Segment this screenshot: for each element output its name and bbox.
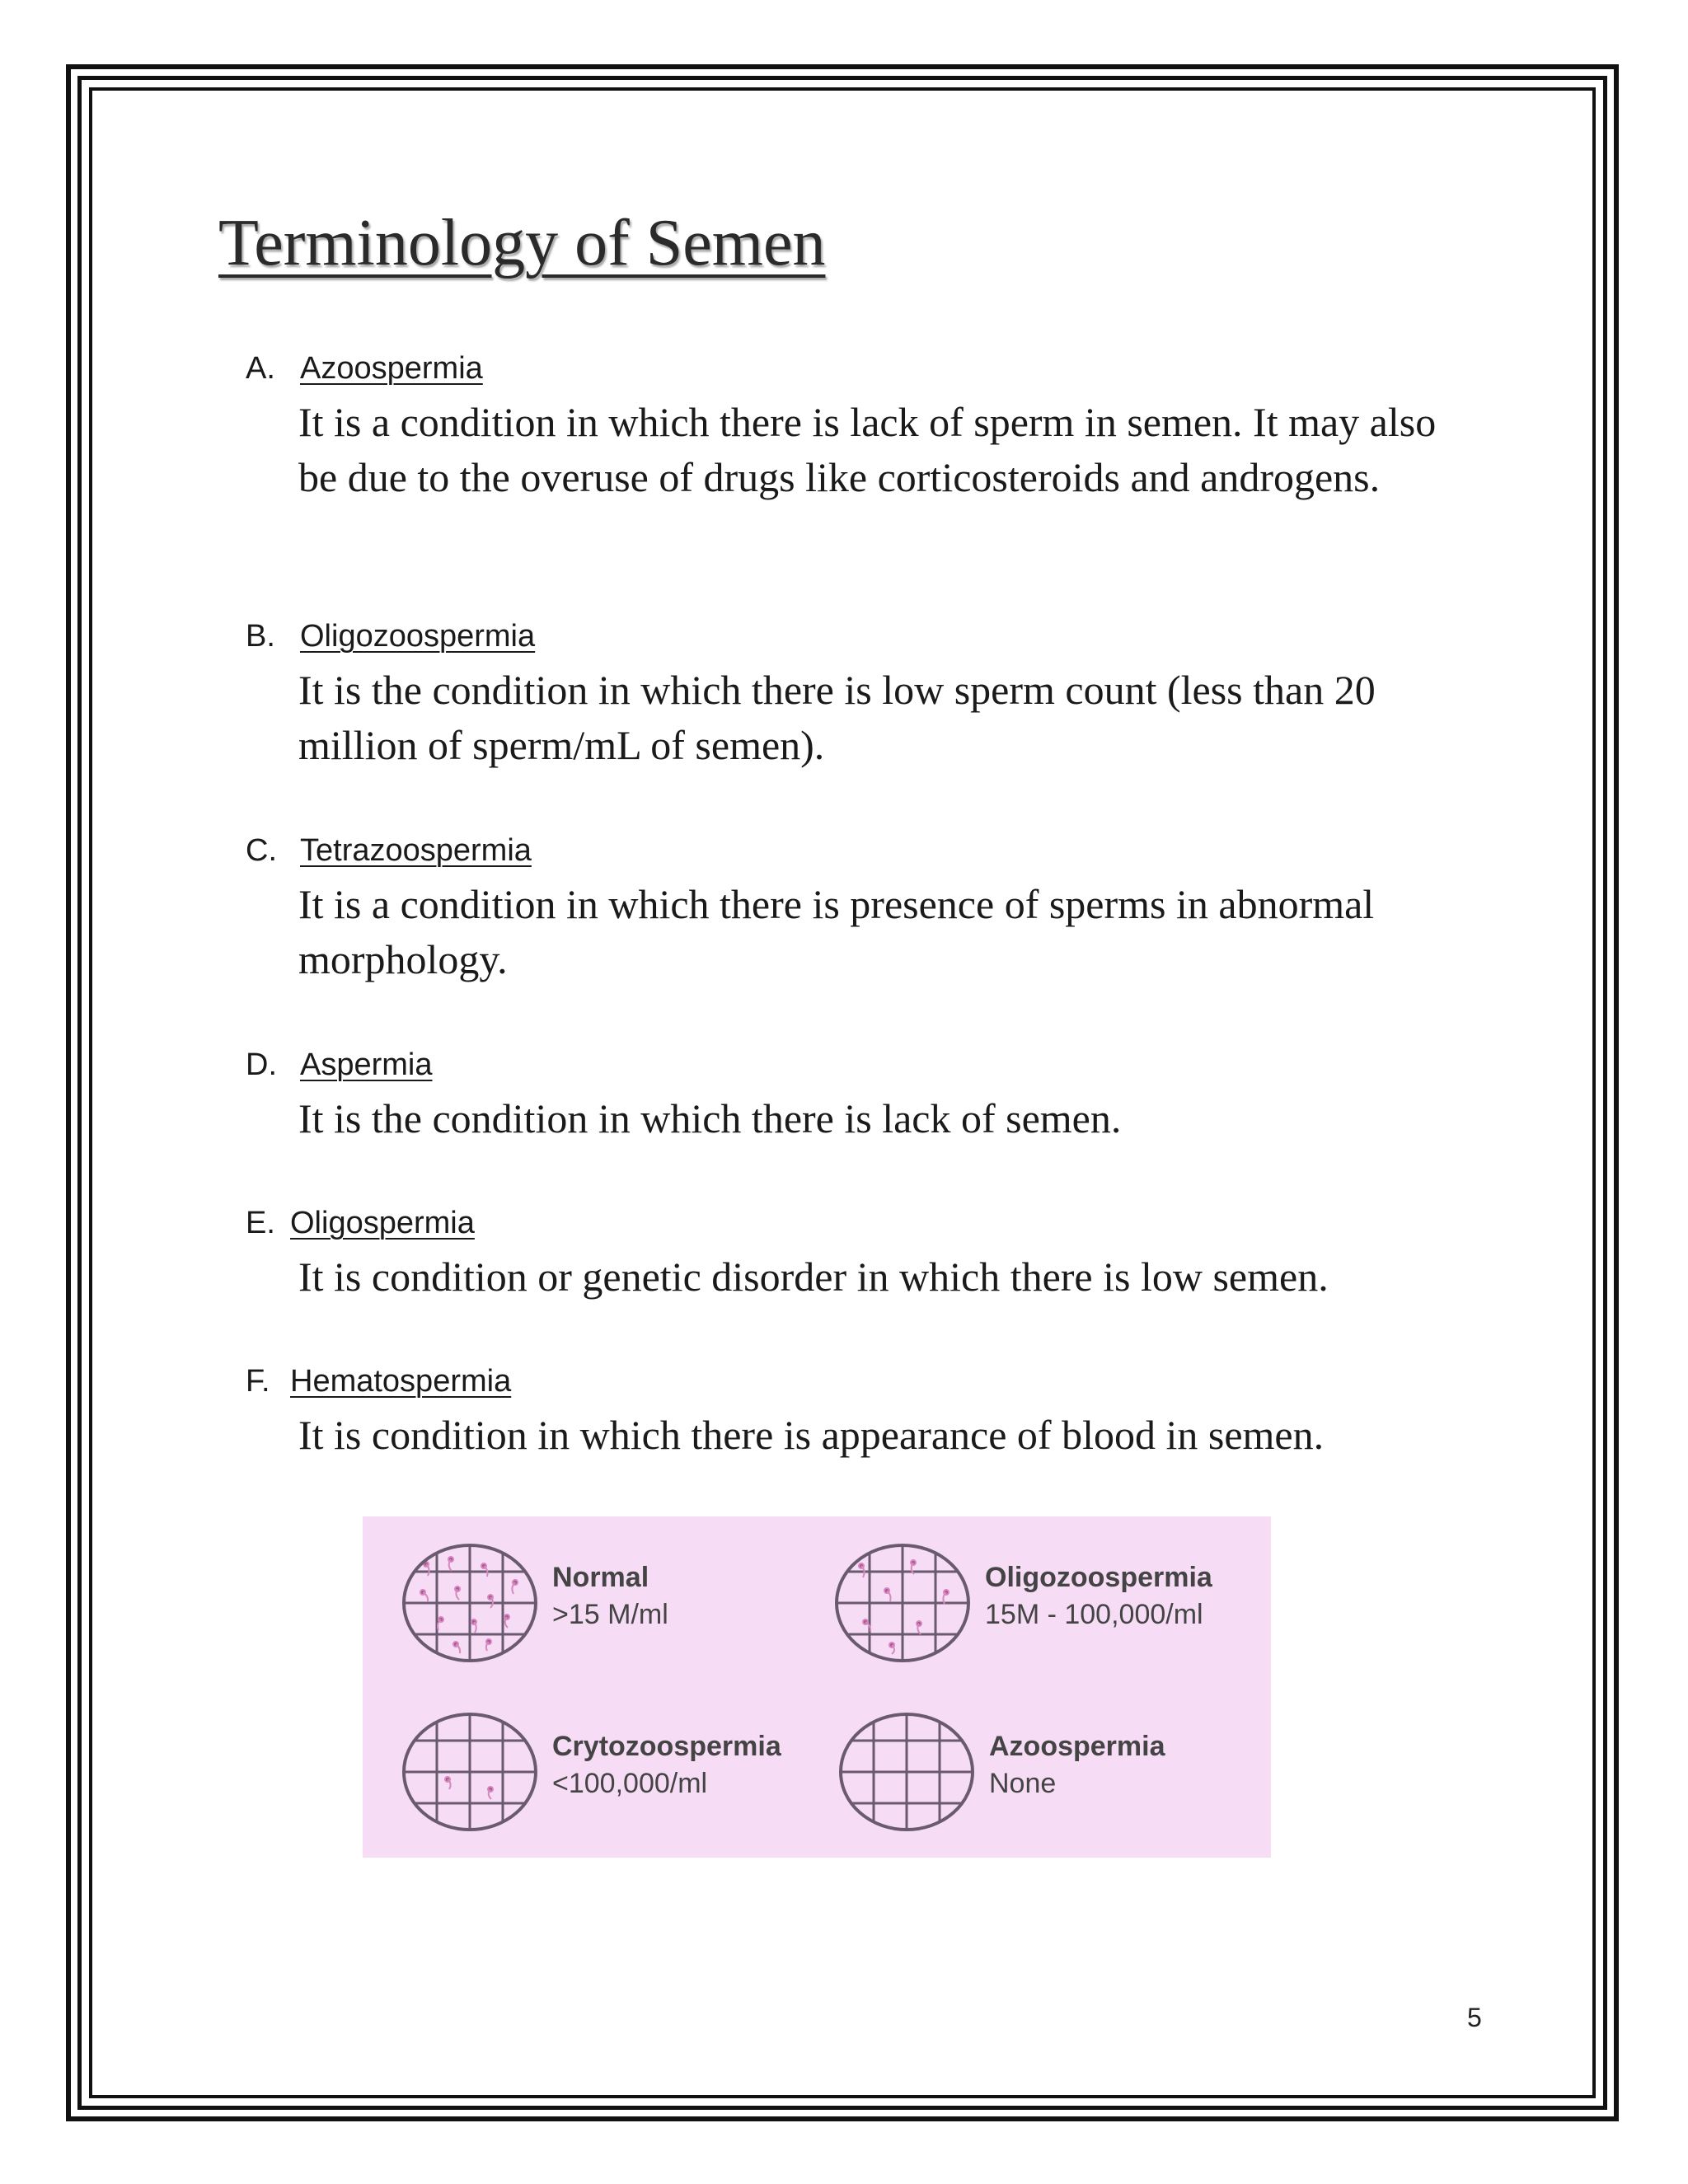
sperm-count-figure [363,1516,1271,1858]
figure-panel-range: 15M - 100,000/ml [985,1599,1203,1630]
figure-panel-azoospermia [837,1710,1249,1842]
term-tetrazoospermia [246,832,1465,987]
figure-panel-name: Crytozoospermia [552,1731,781,1762]
term-letter: D. [246,1047,277,1082]
term-letter: B. [246,619,275,654]
moderate-sperm-dish-icon [832,1541,973,1665]
figure-panel-range: >15 M/ml [552,1599,668,1630]
page-number: 5 [1467,2003,1482,2032]
page-title: Terminology of Semen [218,207,826,279]
term-hematospermia [246,1363,1465,1463]
figure-panel-range: None [989,1768,1057,1799]
figure-panel-range: <100,000/ml [552,1768,708,1799]
figure-panel-name: Azoospermia [989,1731,1165,1762]
figure-panel-name: Normal [552,1562,649,1593]
empty-dish-icon [837,1710,977,1834]
term-name: Azoospermia [300,351,483,386]
figure-panel-oligozoospermia [832,1541,1245,1673]
term-aspermia [246,1047,1465,1146]
term-letter: F. [246,1364,270,1399]
term-letter: A. [246,351,275,386]
term-azoospermia [246,350,1465,505]
term-name: Aspermia [300,1047,433,1082]
term-description: It is condition or genetic disorder in which there is low semen. [298,1254,1329,1300]
term-letter: E. [246,1206,275,1240]
term-letter: C. [246,833,277,868]
sparse-sperm-dish-icon [400,1710,540,1834]
term-description: It is a condition in which there is lack of sperm in semen. It may also be due to the overuse of drugs like corticosteroids and androgens. [298,399,1437,500]
term-name: Oligozoospermia [300,619,536,654]
figure-panel-normal [400,1541,812,1673]
term-description: It is a condition in which there is presence of sperms in abnormal morphology. [298,881,1375,982]
term-name: Tetrazoospermia [300,833,532,868]
figure-panel-crytozoospermia [400,1710,812,1842]
term-description: It is the condition in which there is lack of semen. [298,1095,1122,1141]
dense-sperm-dish-icon [400,1541,540,1665]
term-name: Oligospermia [290,1206,475,1240]
figure-panel-name: Oligozoospermia [985,1562,1212,1593]
term-description: It is condition in which there is appearance of blood in semen. [298,1412,1325,1458]
term-oligospermia [246,1205,1465,1305]
term-description: It is the condition in which there is low sperm count (less than 20 million of sperm/mL of semen). [298,667,1376,768]
term-name: Hematospermia [290,1364,512,1399]
term-oligozoospermia [246,618,1465,773]
